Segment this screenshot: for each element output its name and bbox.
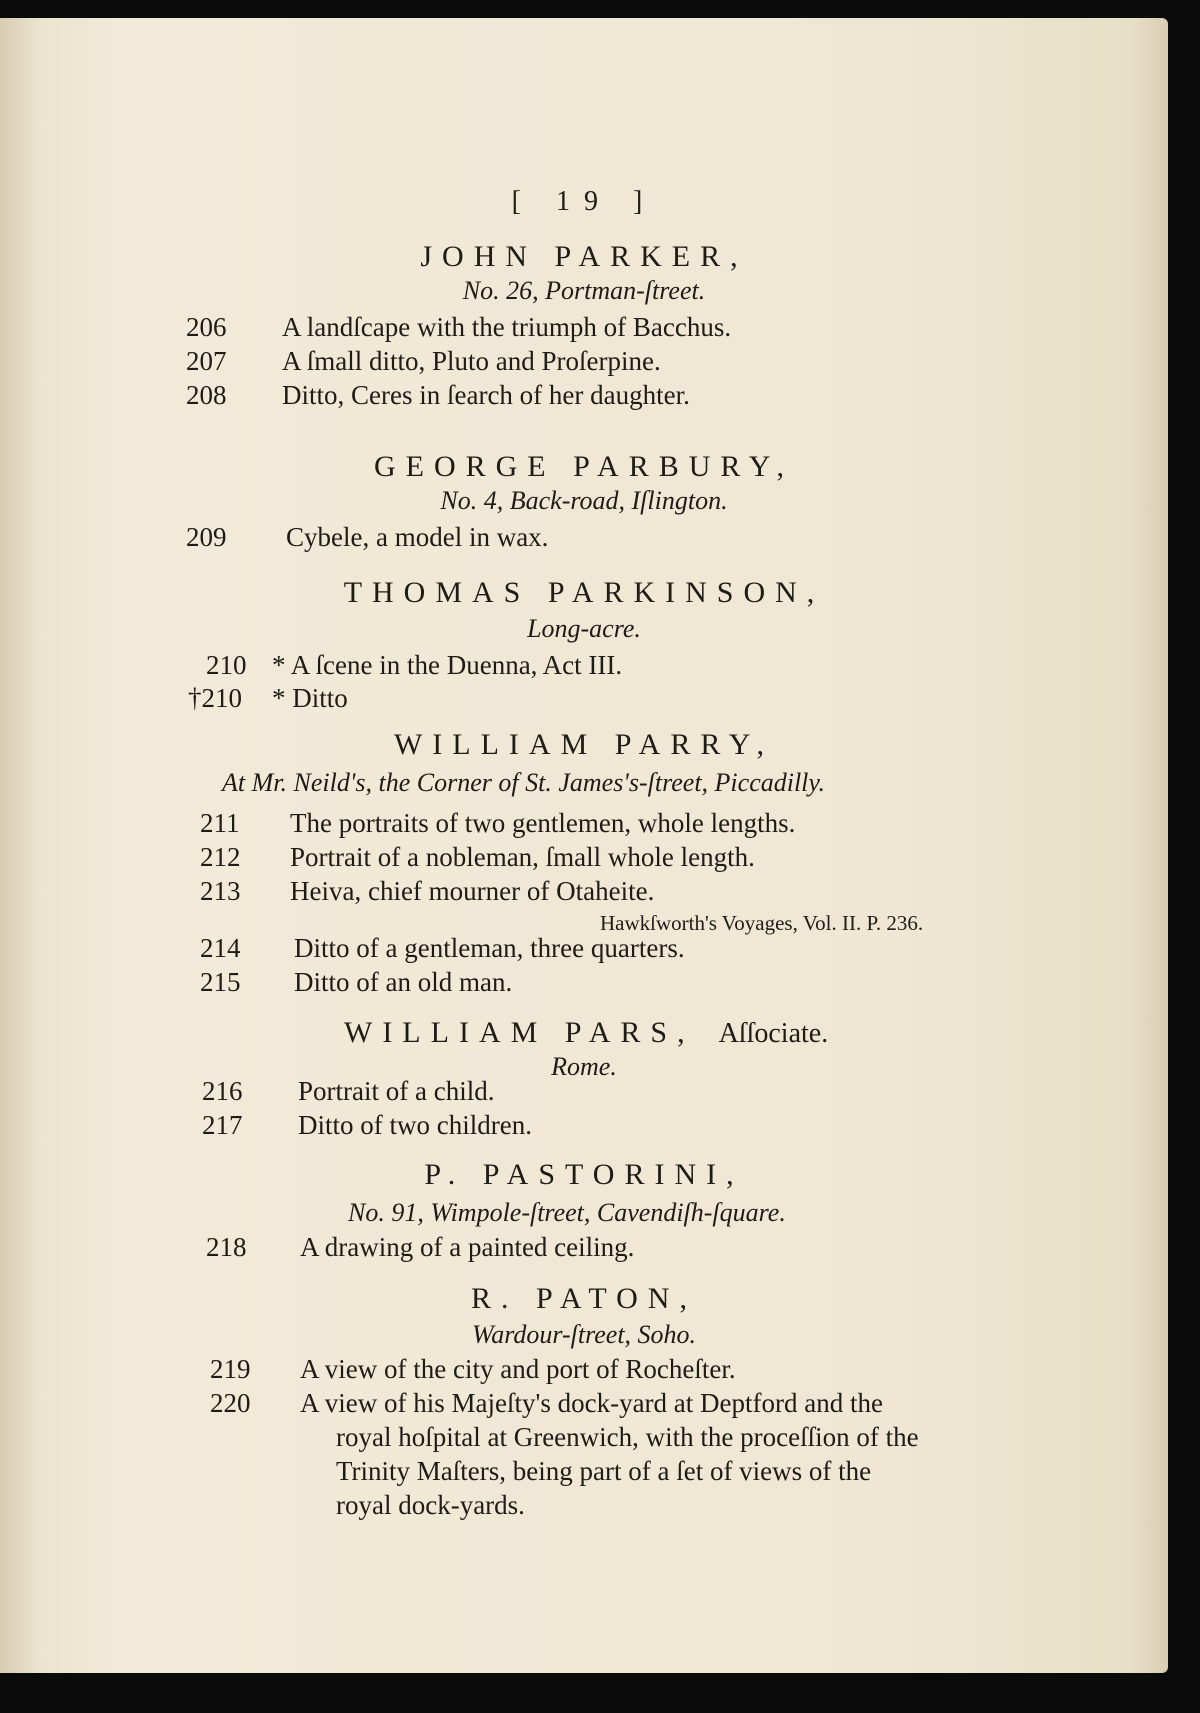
entry-text: Ditto, Ceres in ſearch of her daughter. [282,380,690,410]
citation-note: Hawkſworth's Voyages, Vol. II. P. 236. [600,911,924,935]
entry-text: A ſmall ditto, Pluto and Proſerpine. [282,346,661,376]
entry-number: 217 [202,1110,243,1140]
artist-name: JOHN PARKER, [420,240,748,273]
entry-number: 213 [200,876,241,906]
artist-name: P. PASTORINI, [424,1158,744,1191]
artist-address: No. 4, Back-road, Iſlington. [440,486,728,515]
entry-text: A view of his Majeſty's dock-yard at Deptford and the [300,1388,883,1418]
entry-number: 218 [206,1232,247,1262]
artist-name: WILLIAM PARRY, [393,728,775,761]
bleed-through-shadow [820,243,1140,883]
artist-name-text: WILLIAM PARS, [344,1016,695,1049]
entry-number: 214 [200,933,241,963]
entry-continuation: royal dock-yards. [336,1490,525,1520]
entry-text: A drawing of a painted ceiling. [300,1232,635,1262]
entry-number: 207 [186,346,227,376]
artist-address: Wardour-ſtreet, Soho. [471,1320,697,1349]
entry-continuation: Trinity Maſters, being part of a ſet of views of the [336,1456,872,1486]
entry-text: A view of the city and port of Rocheſter. [300,1354,736,1384]
artist-name: R. PATON, [471,1282,697,1315]
entry-number: 206 [186,312,227,342]
entry-text: A landſcape with the triumph of Bacchus. [282,312,732,342]
page-number: [ 19 ] [511,186,657,217]
entry-text: Cybele, a model in wax. [286,522,549,552]
artist-role: Aſſociate. [718,1018,829,1049]
entry-continuation: royal hoſpital at Greenwich, with the proceſſion of the [336,1422,919,1452]
entry-number: 220 [210,1388,251,1418]
entry-text: Ditto of two children. [298,1110,532,1140]
entry-number: 209 [186,522,227,552]
entry-text: Ditto of a gentleman, three quarters. [294,933,685,963]
entry-text: The portraits of two gentlemen, whole lengths. [290,808,796,838]
artist-name [344,1016,828,1050]
artist-address: No. 91, Wimpole-ſtreet, Cavendiſh-ſquare. [348,1198,786,1227]
entry-number: 219 [210,1354,251,1384]
entry-text: * Ditto [272,683,348,713]
entry-number: 215 [200,967,241,997]
entry-text: Portrait of a nobleman, ſmall whole length. [290,842,755,872]
entry-number: 212 [200,842,241,872]
entry-text: Heiva, chief mourner of Otaheite. [290,876,655,906]
artist-name: THOMAS PARKINSON, [343,576,825,609]
entry-number: 216 [202,1076,243,1106]
entry-text: Portrait of a child. [298,1076,495,1106]
entry-number: †210 [188,683,242,713]
artist-address: At Mr. Neild's, the Corner of St. James's-ſtreet, Piccadilly. [222,768,826,797]
entry-text: Ditto of an old man. [294,967,513,997]
entry-number: 211 [200,808,240,838]
entry-text: * A ſcene in the Duenna, Act III. [272,650,623,680]
entry-number: 208 [186,380,227,410]
entry-number: 210 [206,650,247,680]
artist-address: Long-acre. [527,614,641,643]
artist-address: Rome. [551,1052,617,1081]
document-page [0,18,1168,1673]
artist-address: No. 26, Portman-ſtreet. [462,276,706,305]
artist-name: GEORGE PARBURY, [373,450,795,483]
